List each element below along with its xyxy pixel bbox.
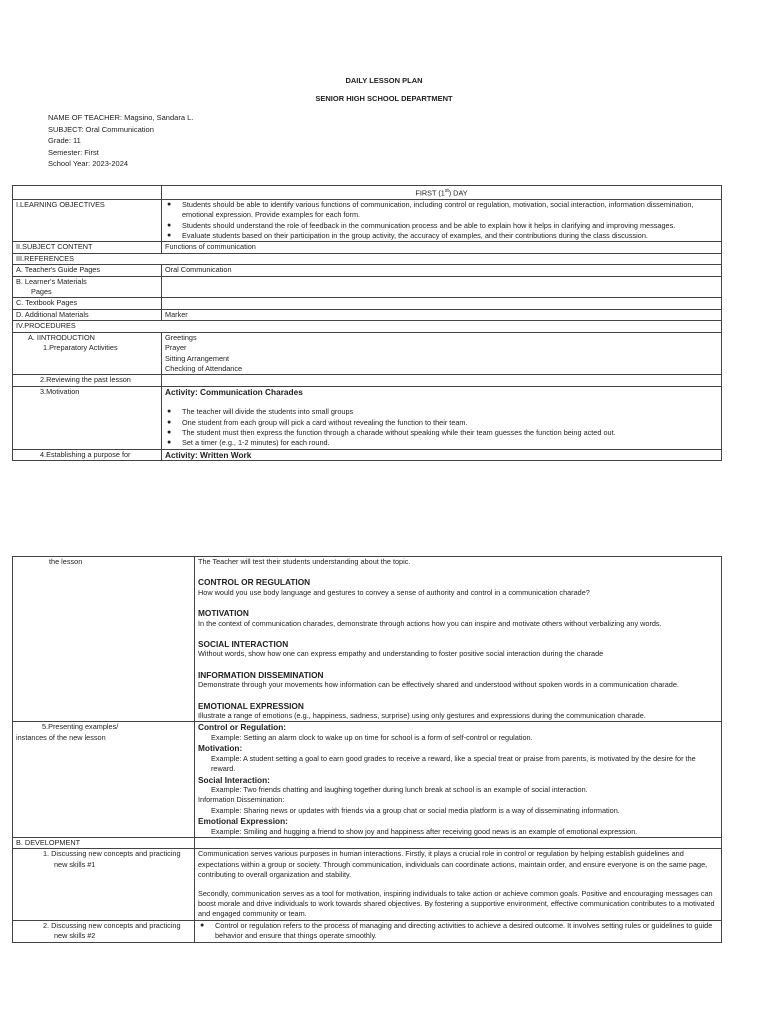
discussing2-label: 2. Discussing new concepts and practicing new skills #2 xyxy=(13,920,195,942)
section-heading: CONTROL OR REGULATION xyxy=(198,577,311,588)
motivation-row xyxy=(13,386,722,449)
teacher-name: NAME OF TEACHER: Magsino, Sandara L. xyxy=(48,113,194,122)
grade-line: Grade: 11 xyxy=(48,136,81,146)
presenting-label-2: instances of the new lesson xyxy=(16,732,106,742)
discussing1-label: 1. Discussing new concepts and practicing new skills #1 xyxy=(13,849,195,920)
preparatory-label: 1.Preparatory Activities xyxy=(43,343,118,353)
objectives-list xyxy=(165,200,718,242)
discussing1-row xyxy=(13,849,722,920)
reviewing-value xyxy=(162,375,722,386)
additional-materials-label: D. Additional Materials xyxy=(13,309,162,320)
motivation-list xyxy=(165,407,718,449)
reviewing-row xyxy=(13,375,722,386)
subject-content-label: II.SUBJECT CONTENT xyxy=(13,242,162,253)
teachers-guide-label: A. Teacher's Guide Pages xyxy=(13,265,162,276)
discussing2-row xyxy=(13,920,722,942)
example-heading: Emotional Expression: xyxy=(198,816,288,827)
textbook-label: C. Textbook Pages xyxy=(13,298,162,309)
example-text: Example: Smiling and hugging a friend to show joy and happiness after receiving good news is an example of emotional expression. xyxy=(211,826,638,836)
discussing1-para1: Communication serves various purposes in human interactions. Firstly, it plays a crucial role in control or regulation by helping establish guidelines and expectations within a group or society. Through communication, individuals can coordinate actions, maintain order, and ensure everyone is on the same page, contributing to overall organization and stability. xyxy=(198,849,708,880)
list-item: ● Evaluate students based on their participation in the group activity, the accuracy of examples, and their contributions during the class discussion. xyxy=(165,231,718,241)
lesson-plan-table-page1 xyxy=(12,185,722,461)
department-title: SENIOR HIGH SCHOOL DEPARTMENT xyxy=(315,94,453,103)
section-text: How would you use body language and gestures to convey a sense of authority and control in a communication charade? xyxy=(198,587,590,597)
section-text: Without words, show how one can express empathy and understanding to foster positive social interaction during the charade xyxy=(198,649,604,659)
introduction-row xyxy=(13,332,722,375)
discussing2-list xyxy=(198,921,718,942)
school-year-line: School Year: 2023-2024 xyxy=(48,159,129,169)
establishing-row xyxy=(13,449,722,460)
learners-materials-value xyxy=(162,276,722,298)
references-row xyxy=(13,253,722,264)
reviewing-label: 2.Reviewing the past lesson xyxy=(13,375,162,386)
section-text: In the context of communication charades, demonstrate through actions how you can inspire and motivate others without verbalizing any words. xyxy=(198,618,662,628)
list-item: ● Control or regulation refers to the process of managing and directing activities to achieve a desired outcome. It involves setting rules or guidelines to guide behavior and ensure that things operate smoothly. xyxy=(198,921,718,942)
example-text: Example: Sharing news or updates with friends via a group chat or social media platform is a way of disseminating information. xyxy=(211,805,620,815)
list-item: Greetings xyxy=(165,332,197,342)
objectives-label: I.LEARNING OBJECTIVES xyxy=(13,199,162,242)
discussing1-para2: Secondly, communication serves as a tool for motivation, inspiring individuals to take action or achieve common goals. Positive and encouraging messages can boost morale and drive individuals to work towards shared objectives. By fostering a supportive environment, effective communication contributes to a motivated and engaged community or team. xyxy=(198,888,715,919)
motivation-label: 3.Motivation xyxy=(13,386,162,449)
example-text: Example: A student setting a goal to earn good grades to receive a reward, like a special treat or praise from parents, is motivated by the desire for the reward. xyxy=(211,753,696,774)
references-label: III.REFERENCES xyxy=(13,253,722,264)
section-heading: INFORMATION DISSEMINATION xyxy=(198,669,324,680)
list-item: ● The teacher will divide the students into small groups xyxy=(165,407,718,417)
procedures-label: IV.PROCEDURES xyxy=(13,321,722,332)
example-text: Example: Two friends chatting and laughing together during lunch break at school is an example of social interaction. xyxy=(211,784,588,794)
subject-content-row xyxy=(13,242,722,253)
day-header: FIRST (1st) DAY xyxy=(162,186,722,200)
establishing-cont-row xyxy=(13,557,722,722)
introduction-label: A. IINTRODUCTION xyxy=(28,332,95,342)
section-heading: SOCIAL INTERACTION xyxy=(198,639,289,650)
motivation-activity-title: Activity: Communication Charades xyxy=(165,386,303,397)
learners-materials-label: B. Learner's Materials Pages xyxy=(13,276,162,298)
list-item: Prayer xyxy=(165,343,187,353)
semester-line: Semester: First xyxy=(48,147,99,157)
subject-content-value: Functions of communication xyxy=(162,242,722,253)
day-header-row xyxy=(13,186,722,200)
list-item: ● The student must then express the function through a charade without speaking while their team guesses the function being acted out. xyxy=(165,428,718,438)
list-item: ● Set a timer (e.g., 1-2 minutes) for each round. xyxy=(165,438,718,448)
presenting-label: 5.Presenting examples/ xyxy=(42,722,119,732)
additional-materials-row xyxy=(13,309,722,320)
list-item: ● One student from each group will pick a card without revealing the function to their team. xyxy=(165,418,718,428)
establishing-cont-label: the lesson xyxy=(13,557,195,722)
section-text: Illustrate a range of emotions (e.g., happiness, sadness, surprise) using only gestures and expressions during the communication charade. xyxy=(198,711,646,721)
lesson-plan-table-page2 xyxy=(12,556,722,943)
example-text: Example: Setting an alarm clock to wake up on time for school is a form of self-control or regulation. xyxy=(211,732,533,742)
example-heading: Information Dissemination: xyxy=(198,795,285,805)
learners-materials-row xyxy=(13,276,722,298)
additional-materials-value: Marker xyxy=(162,309,722,320)
subject-line: SUBJECT: Oral Communication xyxy=(48,124,154,134)
section-text: Demonstrate through your movements how information can be effectively shared and understood without spoken words in a communication charade. xyxy=(198,680,679,690)
example-heading: Social Interaction: xyxy=(198,774,270,785)
example-heading: Motivation: xyxy=(198,743,243,754)
list-item: Checking of Attendance xyxy=(165,363,243,373)
teachers-guide-row xyxy=(13,265,722,276)
establishing-intro: The Teacher will test their students understanding about the topic. xyxy=(198,557,411,566)
teacher-info xyxy=(48,112,193,170)
presenting-row xyxy=(13,722,722,837)
establishing-label: 4.Establishing a purpose for xyxy=(13,449,162,460)
document-title: DAILY LESSON PLAN xyxy=(345,76,423,85)
list-item: Sitting Arrangement xyxy=(165,353,230,363)
list-item: ● Students should understand the role of feedback in the communication process and be able to explain how it helps in clarifying and improving messages. xyxy=(165,221,718,231)
example-heading: Control or Regulation: xyxy=(198,722,287,733)
textbook-row xyxy=(13,298,722,309)
section-heading: EMOTIONAL EXPRESSION xyxy=(198,700,304,711)
development-label: B. DEVELOPMENT xyxy=(13,837,195,848)
textbook-value xyxy=(162,298,722,309)
teachers-guide-value: Oral Communication xyxy=(162,265,722,276)
procedures-row xyxy=(13,321,722,332)
list-item: ● Students should be able to identify various functions of communication, including control or regulation, motivation, social interaction, information dissemination, emotional expression. Provide examples for each form. xyxy=(165,200,718,221)
development-row xyxy=(13,837,722,848)
objectives-row xyxy=(13,199,722,242)
establishing-activity-title: Activity: Written Work xyxy=(162,449,722,460)
section-heading: MOTIVATION xyxy=(198,608,249,619)
